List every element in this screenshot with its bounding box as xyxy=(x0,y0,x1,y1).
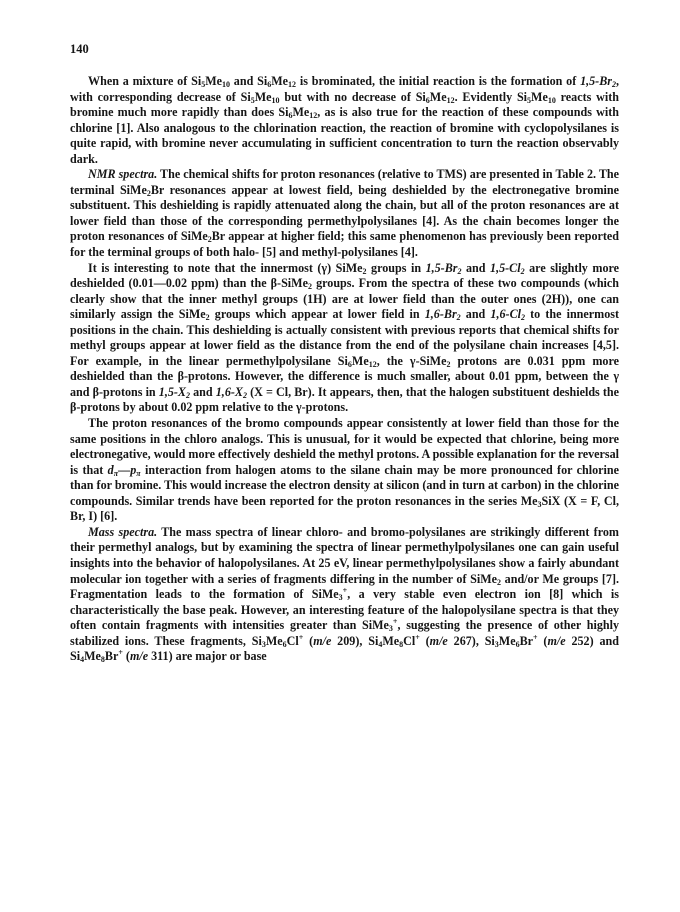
paragraph-bromo-vs-chloro: The proton resonances of the bromo compounds appear consistently at lower field than those for the same positions in the chloro analogs. This is unusual, for it would be expected that chlorine, being more electronegative, would more effectively deshield the methyl protons. A possible explanation for the reversal is that $d_\pi—p_\pi$ interaction from halogen atoms to the silane chain may be more pronounced for chlorine than for bromine. This would increase the electron density at silicon (and in turn at carbon) in the chlorine compounds. Similar trends have been reported for the proton resonances in the series $Me_3SiX$ (X = F, Cl, Br, I) [6]. xyxy=(70,416,619,524)
paragraph-bromination: When a mixture of $Si_5Me_{10}$ and $Si_6Me_{12}$ is brominated, the initial reaction is the formation of $1,5-Br_2$, with corresponding decrease of $Si_5Me_{10}$ but with no decrease of $Si_6Me_{12}$. Evidently $Si_5Me_{10}$ reacts with bromine much more rapidly than does $Si_6Me_{12}$, as is also true for the reaction of these compounds with chlorine [1]. Also analogous to the chlorination reaction, the reaction of bromine with cyclopolysilanes is quite rapid, with bromine never accumulating in sufficient concentration to turn the reaction observably dark. xyxy=(70,74,620,166)
paragraph-mass-spectra: Mass spectra. The mass spectra of linear chloro- and bromo-polysilanes are strikingly different from their permethyl analogs, but by examining the spectra of linear permethylpolysilanes one can gain useful insights into the behavior of halopolysilanes. At 25 eV, linear permethylpolysilanes show a fairly abundant molecular ion together with a series of fragments differing in the number of SiMe$_2$ and/or Me groups [7]. Fragmentation leads to the formation of SiMe$_3$+, a very stable even electron ion [8] which is characteristically the base peak. However, an interesting feature of the halopolysilane spectra is that they often contain fragments with intensities greater than SiMe$_3$+, suggesting the presence of other highly stabilized ions. These fragments, $Si_3Me_6Cl^+$ (m/e 209), $Si_4Me_8Cl^+$ (m/e 267), $Si_3Me_6Br^+$ (m/e 252) and $Si_4Me_8Br^+$ (m/e 311) are major or base xyxy=(70,524,619,665)
paragraph-innermost-groups: It is interesting to note that the innermost (γ) SiMe$_2$ groups in $1,5-Br_2$ and $1,5-Cl_2$ are slightly more deshielded (0.01—0.02 ppm) than the β-SiMe$_2$ groups. From the spectra of these two compounds (which clearly show that the inner methyl groups (1H) are at lower field than the outer ones (2H)), one can similarly assign the SiMe$_2$ groups which appear at lower field in $1,6-Br_2$ and $1,6-Cl_2$ to the innermost positions in the chain. This deshielding is actually consistent with previous reports that chemical shifts for methyl groups appear at lower field as the distance from the end of the polysilane chain increases [4,5]. For example, in the linear permethylpolysilane $Si_6Me_{12}$, the γ-SiMe$_2$ protons are 0.031 ppm more deshielded than the β-protons. However, the difference is much smaller, about 0.01 ppm, between the γ and β-protons in $1,5-X_2$ and $1,6-X_2$ (X = Cl, Br). It appears, then, that the halogen substituent deshields the β-protons by about 0.02 ppm relative to the γ-protons. xyxy=(70,260,620,415)
paragraph-nmr-spectra: NMR spectra. The chemical shifts for proton resonances (relative to TMS) are presented in Table 2. The terminal SiMe$_2$Br resonances appear at lowest field, being deshielded by the electronegative bromine substituent. This deshielding is rapidly attenuated along the chain, but all of the proton resonances are at lower field than those of the corresponding permethylpolysilanes [4]. As the chain becomes longer the proton resonances of SiMe$_2$Br appear at higher field; this same phenomenon has previously been reported for the terminal groups of both halo- [5] and methyl-polysilanes [4]. xyxy=(70,167,619,260)
body-text xyxy=(70,74,619,665)
page-number: 140 xyxy=(70,42,89,56)
